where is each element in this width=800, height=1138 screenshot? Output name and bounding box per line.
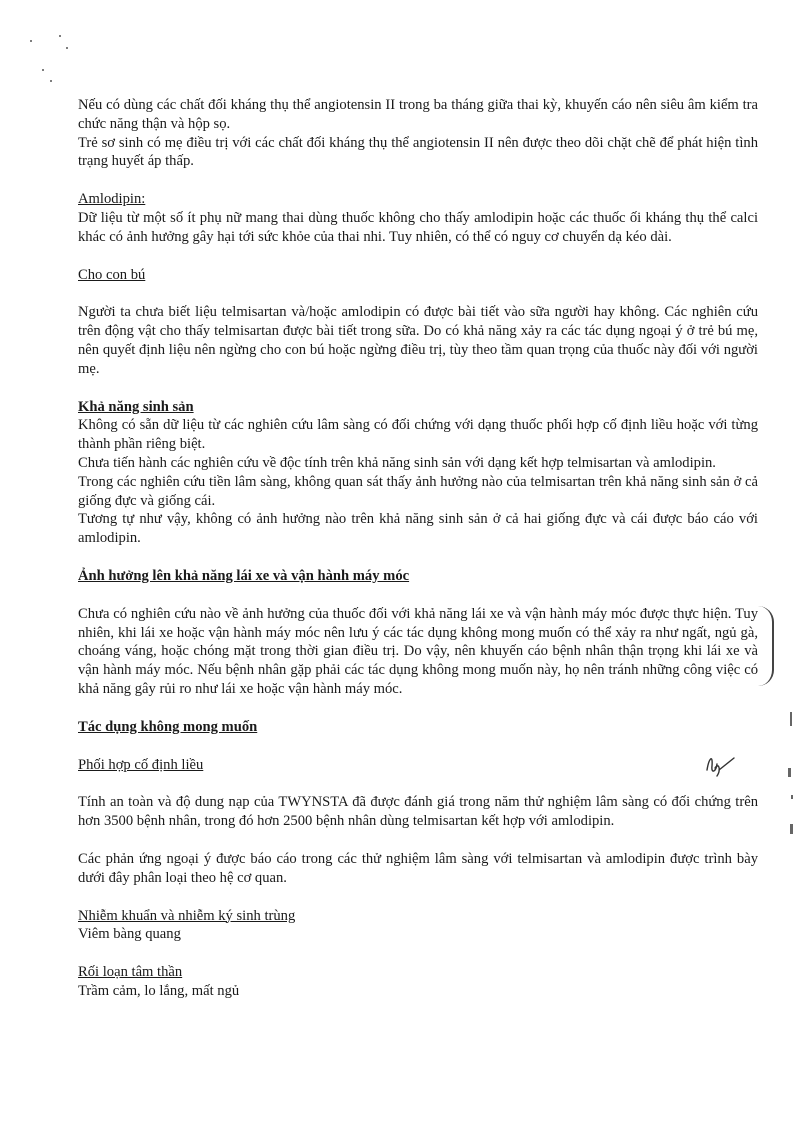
scan-speck	[66, 47, 68, 49]
paragraph-spacer	[78, 888, 758, 907]
scan-speck	[30, 40, 32, 42]
body-paragraph: Dữ liệu từ một số ít phụ nữ mang thai dùng thuốc không cho thấy amlodipin hoặc các thuốc ối kháng thụ thể calci khác có ảnh hưởng gây hại tới sức khỏe của thai nhi. Tuy nhiên, có thể có nguy cơ chuyển dạ kéo dài.	[78, 209, 758, 245]
document-body	[78, 96, 758, 1001]
section-heading: Amlodipin:	[78, 191, 146, 208]
section-heading: Tác dụng không mong muốn	[78, 718, 258, 735]
section-heading: Khả năng sinh sản	[78, 398, 194, 415]
margin-bracket-mark	[758, 606, 774, 686]
paragraph-spacer	[78, 774, 758, 793]
section-heading: Rối loạn tâm thần	[78, 964, 183, 981]
paragraph-spacer	[78, 737, 758, 756]
handwritten-initials	[703, 748, 737, 782]
body-paragraph: Các phản ứng ngoại ý được báo cáo trong các thử nghiệm lâm sàng với telmisartan và amlodipin được trình bày dưới đây phân loại theo hệ cơ quan.	[78, 850, 758, 886]
body-paragraph: Chưa tiến hành các nghiên cứu về độc tính trên khả năng sinh sản với dạng kết hợp telmisartan và amlodipin.	[78, 454, 716, 471]
scan-speck	[50, 80, 52, 82]
paragraph-spacer	[78, 699, 758, 718]
paragraph-spacer	[78, 171, 758, 190]
margin-mark	[790, 824, 793, 834]
paragraph-spacer	[78, 831, 758, 850]
paragraph-spacer	[78, 586, 758, 605]
margin-mark	[790, 712, 792, 726]
section-heading: Ảnh hưởng lên khả năng lái xe và vận hành máy móc	[78, 567, 410, 584]
margin-mark	[788, 768, 791, 777]
body-paragraph: Trẻ sơ sinh có mẹ điều trị với các chất đối kháng thụ thể angiotensin II nên được theo dõi chặt chẽ để phát hiện tình trạng huyết áp thấp.	[78, 134, 758, 170]
scan-speck	[59, 35, 61, 37]
paragraph-spacer	[78, 379, 758, 398]
section-heading: Cho con bú	[78, 266, 146, 283]
body-paragraph: Chưa có nghiên cứu nào về ảnh hưởng của thuốc đối với khả năng lái xe và vận hành máy móc được thực hiện. Tuy nhiên, khi lái xe hoặc vận hành máy móc nên lưu ý các tác dụng không mong muốn có thể xảy ra như ngất, ngủ gà, choáng váng, hoặc chóng mặt trong thời gian điều trị. Do vậy, nên khuyến cáo bệnh nhân thận trọng khi lái xe và vận hành máy móc. Nếu bệnh nhân gặp phải các tác dụng không mong muốn này, họ nên tránh những công việc có khả năng gây rủi ro như lái xe hoặc vận hành máy móc.	[78, 605, 758, 697]
section-heading: Nhiễm khuẩn và nhiễm ký sinh trùng	[78, 907, 296, 924]
paragraph-spacer	[78, 944, 758, 963]
section-heading: Phối hợp cố định liều	[78, 756, 204, 773]
body-paragraph: Trong các nghiên cứu tiền lâm sàng, không quan sát thấy ảnh hưởng nào của telmisartan trên khả năng sinh sản ở cả giống đực và giống cái.	[78, 473, 758, 509]
paragraph-spacer	[78, 247, 758, 266]
scan-speck	[42, 69, 44, 71]
body-paragraph: Không có sẵn dữ liệu từ các nghiên cứu lâm sàng có đối chứng với dạng thuốc phối hợp cố định liều hoặc với từng thành phần riêng biệt.	[78, 417, 758, 453]
body-paragraph: Nếu có dùng các chất đối kháng thụ thể angiotensin II trong ba tháng giữa thai kỳ, khuyến cáo nên siêu âm kiểm tra chức năng thận và hộp sọ.	[78, 97, 758, 132]
body-paragraph: Tương tự như vậy, không có ảnh hưởng nào trên khả năng sinh sản ở cả hai giống đực và cái được báo cáo với amlodipin.	[78, 511, 758, 547]
body-paragraph: Trầm cảm, lo lắng, mất ngủ	[78, 982, 240, 999]
body-paragraph: Viêm bàng quang	[78, 926, 181, 943]
margin-mark	[791, 795, 793, 799]
paragraph-spacer	[78, 548, 758, 567]
body-paragraph: Tính an toàn và độ dung nạp của TWYNSTA đã được đánh giá trong năm thử nghiệm lâm sàng có đối chứng trên hơn 3500 bệnh nhân, trong đó hơn 2500 bệnh nhân dùng telmisartan kết hợp với amlodipin.	[78, 794, 758, 830]
paragraph-spacer	[78, 284, 758, 303]
body-paragraph: Người ta chưa biết liệu telmisartan và/hoặc amlodipin có được bài tiết vào sữa người hay không. Các nghiên cứu trên động vật cho thấy telmisartan được bài tiết trong sữa. Do có khả năng xảy ra các tác dụng ngoại ý ở trẻ bú mẹ, nên quyết định liệu nên ngừng cho con bú hoặc ngừng điều trị, tùy theo tầm quan trọng của thuốc này đối với người mẹ.	[78, 304, 758, 377]
